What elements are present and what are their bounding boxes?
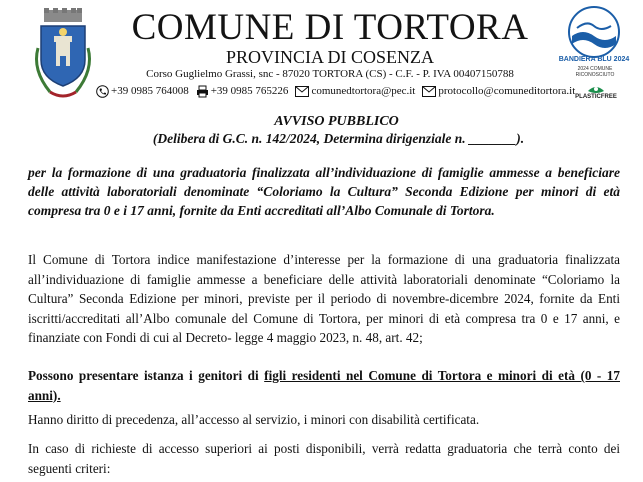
contact-pec	[295, 84, 415, 98]
subject-line: compresa tra 0 e i 17 anni, fornite da Enti accreditati all’Albo Comunale di Tortora.	[28, 203, 495, 218]
address-line: Corso Guglielmo Grassi, snc - 87020 TORTORA (CS) - C.F. - P. IVA 00407150788	[146, 68, 514, 80]
contact-phone-text: +39 0985 764008	[111, 85, 189, 97]
contact-protocol-text: protocollo@comuneditortora.it	[438, 85, 576, 97]
subject-line: per la formazione di una graduatoria finalizzata all’individuazione di famiglie ammesse a beneficiare	[28, 165, 620, 180]
eligibility-prefix: Possono presentare istanza i genitori di	[28, 368, 265, 383]
intro-line: iscritti/accreditati all’Albo comunale del Comune di Tortora, per minori di età compresa tra 0 e 17 anni, e	[28, 310, 620, 326]
priority-paragraph: Hanno diritto di precedenza, all’accesso al servizio, i minori con disabilità certificata.	[28, 412, 480, 427]
intro-line: Il Comune di Tortora indice manifestazione d’interesse per la formazione di una graduatoria finalizzata	[28, 252, 620, 267]
intro-paragraph	[28, 250, 620, 348]
contact-pec-text: comunedtortora@pec.it	[311, 85, 416, 97]
award-text: 2024 COMUNE RICONOSCIUTO	[575, 66, 615, 78]
eligibility-condition-end: anni).	[28, 387, 61, 403]
intro-line: all’individuazione di famiglie ammesse a beneficiare delle attività laboratoriali denominate “Coloriamo la	[28, 271, 620, 287]
criteria-paragraph	[28, 439, 620, 478]
notice-subject	[28, 163, 620, 220]
notice-title: AVVISO PUBBLICO	[274, 114, 399, 129]
contacts-bar	[96, 84, 576, 98]
municipal-crest	[28, 8, 98, 104]
eligibility-paragraph	[28, 366, 620, 405]
intro-line: finanziate con Fondi di cui al Decreto- legge 4 maggio 2023, n. 48, art. 42;	[28, 330, 423, 345]
contact-phone	[96, 84, 189, 98]
blue-flag-label: BANDIERA BLU 2024	[558, 56, 630, 63]
municipality-title: COMUNE DI TORTORA	[131, 7, 529, 48]
intro-line: Cultura” Seconda Edizione per minori, previste per il periodo di novembre-dicembre 2024, fornite da Enti	[28, 291, 620, 306]
email-icon	[295, 86, 309, 97]
contact-fax	[196, 84, 289, 98]
subject-line: delle attività laboratoriali denominate “Coloriamo la Cultura” Seconda Edizione per minori di età	[28, 184, 620, 199]
email-icon	[422, 86, 436, 97]
delibera-reference: (Delibera di G.C. n. 142/2024, Determina dirigenziale n. _______).	[152, 131, 525, 146]
criteria-line: In caso di richieste di accesso superiori ai posti disponibili, verrà redatta graduatoria che terrà conto dei	[28, 441, 620, 456]
contact-fax-text: +39 0985 765226	[210, 85, 289, 97]
contact-protocol	[422, 84, 575, 98]
eligibility-condition: figli residenti nel Comune di Tortora e minori di età (0 - 17	[264, 368, 620, 383]
printer-icon	[196, 85, 209, 98]
phone-icon	[96, 85, 109, 98]
criteria-line: seguenti criteri:	[28, 460, 111, 476]
province-name: PROVINCIA DI COSENZA	[225, 47, 434, 67]
plastic-free-label: PLASTICFREE	[575, 94, 617, 100]
